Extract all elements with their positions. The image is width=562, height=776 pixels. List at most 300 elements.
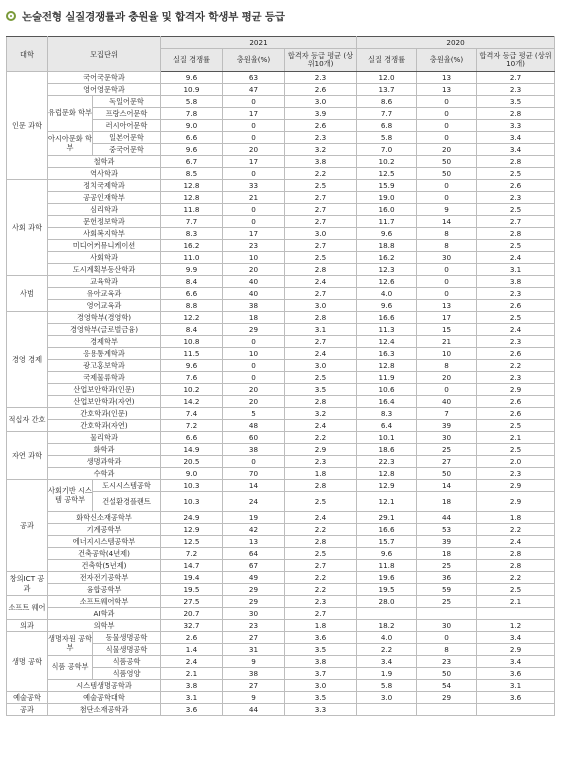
header-rate-2020: 실질 경쟁률 — [357, 49, 417, 72]
value-cell: 2.9 — [477, 384, 555, 396]
value-cell: 15.9 — [357, 180, 417, 192]
value-cell: 2.2 — [285, 168, 357, 180]
unit-name: 전자전기공학부 — [48, 572, 161, 584]
value-cell: 8.4 — [161, 324, 223, 336]
value-cell: 12.2 — [161, 312, 223, 324]
value-cell: 12.8 — [161, 180, 223, 192]
value-cell: 0 — [223, 132, 285, 144]
value-cell: 2.4 — [477, 252, 555, 264]
value-cell — [357, 704, 417, 716]
value-cell — [417, 704, 477, 716]
value-cell: 7.2 — [161, 548, 223, 560]
unit-name: 문헌정보학과 — [48, 216, 161, 228]
value-cell: 0 — [417, 192, 477, 204]
value-cell: 0 — [417, 632, 477, 644]
value-cell: 2.2 — [357, 644, 417, 656]
value-cell: 2.8 — [477, 156, 555, 168]
unit-name: 에너지시스템공학부 — [48, 536, 161, 548]
unit-name: 식품영양 — [93, 668, 161, 680]
unit-name: 도시계획부동산학과 — [48, 264, 161, 276]
value-cell: 14.7 — [161, 560, 223, 572]
value-cell: 2.7 — [477, 216, 555, 228]
group-label: 공과 — [7, 704, 48, 716]
value-cell: 2.8 — [477, 560, 555, 572]
subgroup-label: 아시아문화 학부 — [48, 132, 93, 156]
unit-name: 산업보안학과(자연) — [48, 396, 161, 408]
value-cell: 12.8 — [357, 360, 417, 372]
value-cell: 20 — [417, 144, 477, 156]
value-cell: 0 — [417, 180, 477, 192]
value-cell: 2.5 — [285, 492, 357, 512]
page-title: 논술전형 실질경쟁률과 충원율 및 합격자 학생부 평균 등급 — [22, 10, 285, 23]
value-cell: 15 — [417, 324, 477, 336]
value-cell: 18.8 — [357, 240, 417, 252]
value-cell: 3.4 — [477, 632, 555, 644]
header-fill-2020: 충원율(%) — [417, 49, 477, 72]
unit-name: 시스템생명공학과 — [48, 680, 161, 692]
value-cell: 11.7 — [357, 216, 417, 228]
unit-name: 경제학부 — [48, 336, 161, 348]
value-cell: 48 — [223, 420, 285, 432]
value-cell: 28.0 — [357, 596, 417, 608]
value-cell: 3.8 — [161, 680, 223, 692]
value-cell: 3.6 — [477, 692, 555, 704]
value-cell: 17 — [223, 156, 285, 168]
value-cell: 2.3 — [477, 192, 555, 204]
unit-name: 동물생명공학 — [93, 632, 161, 644]
value-cell: 7.7 — [161, 216, 223, 228]
value-cell: 3.0 — [285, 360, 357, 372]
value-cell: 2.7 — [285, 288, 357, 300]
value-cell: 29.1 — [357, 512, 417, 524]
value-cell: 3.0 — [285, 300, 357, 312]
value-cell: 3.9 — [285, 108, 357, 120]
value-cell: 2.7 — [477, 72, 555, 84]
value-cell: 16.2 — [357, 252, 417, 264]
value-cell: 27 — [417, 456, 477, 468]
value-cell: 2.5 — [477, 420, 555, 432]
circle-bullet-icon — [6, 11, 16, 21]
value-cell: 0 — [223, 456, 285, 468]
group-label: 예술공학 — [7, 692, 48, 704]
value-cell: 3.8 — [477, 276, 555, 288]
unit-name: AI학과 — [48, 608, 161, 620]
value-cell: 1.8 — [285, 468, 357, 480]
value-cell: 10.2 — [161, 384, 223, 396]
unit-name: 기계공학부 — [48, 524, 161, 536]
value-cell: 0 — [223, 336, 285, 348]
value-cell: 13 — [417, 300, 477, 312]
value-cell: 54 — [417, 680, 477, 692]
value-cell: 6.7 — [161, 156, 223, 168]
value-cell: 11.9 — [357, 372, 417, 384]
value-cell: 19.0 — [357, 192, 417, 204]
unit-name: 의학부 — [48, 620, 161, 632]
value-cell: 32.7 — [161, 620, 223, 632]
value-cell: 2.5 — [477, 444, 555, 456]
value-cell: 64 — [223, 548, 285, 560]
value-cell: 24 — [223, 492, 285, 512]
value-cell: 11.0 — [161, 252, 223, 264]
value-cell: 2.7 — [285, 240, 357, 252]
value-cell: 9.0 — [161, 120, 223, 132]
unit-name: 정치국제학과 — [48, 180, 161, 192]
header-year-2020: 2020 — [357, 37, 555, 49]
value-cell: 0 — [223, 372, 285, 384]
value-cell: 9 — [223, 692, 285, 704]
value-cell: 7.7 — [357, 108, 417, 120]
value-cell: 7 — [417, 408, 477, 420]
value-cell: 18 — [223, 312, 285, 324]
value-cell: 25 — [417, 596, 477, 608]
value-cell: 3.1 — [285, 324, 357, 336]
value-cell: 11.5 — [161, 348, 223, 360]
unit-name: 물리학과 — [48, 432, 161, 444]
value-cell: 2.8 — [285, 396, 357, 408]
value-cell: 2.7 — [285, 204, 357, 216]
value-cell: 2.4 — [477, 536, 555, 548]
value-cell: 2.6 — [285, 120, 357, 132]
value-cell: 36 — [417, 572, 477, 584]
value-cell: 20 — [417, 372, 477, 384]
value-cell: 2.5 — [477, 204, 555, 216]
value-cell: 2.0 — [477, 456, 555, 468]
value-cell: 20 — [223, 396, 285, 408]
value-cell: 10 — [223, 348, 285, 360]
value-cell: 44 — [417, 512, 477, 524]
value-cell: 17 — [223, 108, 285, 120]
value-cell: 27.5 — [161, 596, 223, 608]
value-cell: 13 — [417, 84, 477, 96]
value-cell: 6.6 — [161, 288, 223, 300]
value-cell: 3.4 — [477, 656, 555, 668]
value-cell: 42 — [223, 524, 285, 536]
value-cell: 11.3 — [357, 324, 417, 336]
value-cell: 23 — [223, 240, 285, 252]
value-cell: 2.5 — [285, 180, 357, 192]
value-cell: 2.2 — [285, 584, 357, 596]
value-cell: 7.4 — [161, 408, 223, 420]
value-cell: 8 — [417, 240, 477, 252]
value-cell: 10.6 — [357, 384, 417, 396]
unit-name: 응용통계학과 — [48, 348, 161, 360]
value-cell: 2.3 — [285, 72, 357, 84]
value-cell: 2.6 — [477, 348, 555, 360]
group-label: 인문 과학 — [7, 72, 48, 180]
value-cell: 27 — [223, 632, 285, 644]
value-cell: 2.3 — [477, 336, 555, 348]
value-cell: 12.4 — [357, 336, 417, 348]
admission-stats-table — [6, 36, 555, 716]
value-cell: 2.7 — [285, 192, 357, 204]
value-cell: 0 — [417, 264, 477, 276]
group-label: 사범 — [7, 276, 48, 312]
value-cell: 14.2 — [161, 396, 223, 408]
value-cell: 2.5 — [477, 240, 555, 252]
value-cell: 12.8 — [357, 468, 417, 480]
unit-name: 간호학과(인문) — [48, 408, 161, 420]
value-cell: 10.3 — [161, 492, 223, 512]
value-cell: 3.6 — [477, 668, 555, 680]
value-cell: 9.6 — [161, 360, 223, 372]
value-cell: 12.6 — [357, 276, 417, 288]
header-grade-2020: 합격자 등급 평균 (상위10개) — [477, 49, 555, 72]
value-cell: 10.1 — [357, 432, 417, 444]
value-cell: 60 — [223, 432, 285, 444]
value-cell: 7.8 — [161, 108, 223, 120]
group-label: 창의ICT 공과 — [7, 572, 48, 596]
unit-name: 공공인재학부 — [48, 192, 161, 204]
value-cell: 10.8 — [161, 336, 223, 348]
value-cell: 2.5 — [285, 372, 357, 384]
unit-name: 간호학과(자연) — [48, 420, 161, 432]
value-cell: 0 — [417, 384, 477, 396]
unit-name: 국제물류학과 — [48, 372, 161, 384]
value-cell: 2.7 — [285, 216, 357, 228]
value-cell: 19.6 — [357, 572, 417, 584]
subgroup-label: 사회기반 시스템 공학부 — [48, 480, 93, 512]
value-cell: 30 — [417, 620, 477, 632]
value-cell: 12.9 — [161, 524, 223, 536]
value-cell: 23 — [223, 620, 285, 632]
value-cell: 2.2 — [477, 572, 555, 584]
value-cell: 1.2 — [477, 620, 555, 632]
subgroup-label: 유럽문화 학부 — [48, 96, 93, 132]
value-cell: 22.3 — [357, 456, 417, 468]
value-cell: 14 — [223, 480, 285, 492]
value-cell: 8.5 — [161, 168, 223, 180]
value-cell: 1.9 — [357, 668, 417, 680]
value-cell: 20 — [223, 264, 285, 276]
value-cell: 2.1 — [477, 596, 555, 608]
value-cell: 3.0 — [357, 692, 417, 704]
group-label: 적십자 간호 — [7, 408, 48, 432]
value-cell: 23 — [417, 656, 477, 668]
value-cell: 3.0 — [285, 680, 357, 692]
value-cell: 2.4 — [477, 324, 555, 336]
value-cell — [477, 608, 555, 620]
value-cell: 70 — [223, 468, 285, 480]
value-cell: 59 — [417, 584, 477, 596]
value-cell: 19.4 — [161, 572, 223, 584]
value-cell: 3.5 — [285, 644, 357, 656]
value-cell: 3.6 — [161, 704, 223, 716]
value-cell: 12.5 — [161, 536, 223, 548]
value-cell: 50 — [417, 668, 477, 680]
value-cell: 16.0 — [357, 204, 417, 216]
value-cell: 14.9 — [161, 444, 223, 456]
value-cell: 2.6 — [477, 408, 555, 420]
group-label: 의과 — [7, 620, 48, 632]
value-cell: 8.3 — [357, 408, 417, 420]
unit-name: 국어국문학과 — [48, 72, 161, 84]
value-cell: 2.5 — [285, 548, 357, 560]
value-cell: 2.3 — [477, 372, 555, 384]
value-cell: 5.8 — [357, 680, 417, 692]
value-cell: 4.0 — [357, 288, 417, 300]
value-cell: 2.9 — [477, 492, 555, 512]
value-cell: 9.0 — [161, 468, 223, 480]
value-cell: 12.8 — [161, 192, 223, 204]
value-cell: 2.8 — [285, 264, 357, 276]
value-cell: 8.3 — [161, 228, 223, 240]
unit-name: 소프트웨어학부 — [48, 596, 161, 608]
unit-name: 독일어문학 — [93, 96, 161, 108]
value-cell: 30 — [417, 432, 477, 444]
value-cell: 0 — [223, 168, 285, 180]
unit-name: 건축공학(4년제) — [48, 548, 161, 560]
value-cell: 31 — [223, 644, 285, 656]
value-cell: 38 — [223, 444, 285, 456]
value-cell: 2.2 — [285, 572, 357, 584]
value-cell: 0 — [223, 360, 285, 372]
value-cell: 0 — [417, 288, 477, 300]
value-cell: 2.9 — [477, 480, 555, 492]
unit-name: 사회학과 — [48, 252, 161, 264]
value-cell: 3.4 — [477, 144, 555, 156]
value-cell: 2.7 — [285, 608, 357, 620]
value-cell: 9 — [223, 656, 285, 668]
value-cell: 2.3 — [477, 468, 555, 480]
value-cell: 2.2 — [285, 432, 357, 444]
value-cell: 3.3 — [285, 704, 357, 716]
value-cell: 30 — [223, 608, 285, 620]
value-cell: 0 — [223, 216, 285, 228]
header-year-2021: 2021 — [161, 37, 357, 49]
unit-name: 첨단소재공학과 — [48, 704, 161, 716]
group-label: 소프트 웨어 — [7, 596, 48, 620]
value-cell: 8.6 — [357, 96, 417, 108]
unit-name: 사회복지학부 — [48, 228, 161, 240]
value-cell: 10 — [417, 348, 477, 360]
value-cell: 40 — [223, 276, 285, 288]
value-cell: 2.2 — [285, 524, 357, 536]
value-cell: 3.5 — [477, 96, 555, 108]
value-cell: 3.3 — [477, 120, 555, 132]
value-cell: 16.2 — [161, 240, 223, 252]
unit-name: 중국어문학 — [93, 144, 161, 156]
unit-name: 화학과 — [48, 444, 161, 456]
value-cell: 19 — [223, 512, 285, 524]
value-cell: 47 — [223, 84, 285, 96]
value-cell: 27 — [223, 680, 285, 692]
unit-name: 건설환경플랜트 — [93, 492, 161, 512]
value-cell — [477, 704, 555, 716]
value-cell: 3.1 — [161, 692, 223, 704]
unit-name: 산업보안학과(인문) — [48, 384, 161, 396]
value-cell: 29 — [223, 324, 285, 336]
value-cell: 40 — [417, 396, 477, 408]
value-cell: 2.3 — [285, 132, 357, 144]
unit-name: 역사학과 — [48, 168, 161, 180]
value-cell: 6.4 — [357, 420, 417, 432]
value-cell: 5 — [223, 408, 285, 420]
value-cell: 14 — [417, 480, 477, 492]
unit-name: 영어영문학과 — [48, 84, 161, 96]
subgroup-label: 생명자원 공학부 — [48, 632, 93, 656]
value-cell: 2.3 — [285, 456, 357, 468]
value-cell: 53 — [417, 524, 477, 536]
value-cell: 15.7 — [357, 536, 417, 548]
unit-name: 유아교육과 — [48, 288, 161, 300]
value-cell: 2.1 — [477, 432, 555, 444]
header-rate-2021: 실질 경쟁률 — [161, 49, 223, 72]
unit-name: 예술공학대학 — [48, 692, 161, 704]
value-cell: 8 — [417, 228, 477, 240]
value-cell: 2.4 — [285, 420, 357, 432]
unit-name: 미디어커뮤니케이션 — [48, 240, 161, 252]
value-cell: 2.2 — [477, 360, 555, 372]
value-cell: 3.4 — [477, 132, 555, 144]
value-cell: 24.9 — [161, 512, 223, 524]
value-cell: 9.9 — [161, 264, 223, 276]
value-cell: 44 — [223, 704, 285, 716]
value-cell: 21 — [223, 192, 285, 204]
unit-name: 수학과 — [48, 468, 161, 480]
value-cell: 12.9 — [357, 480, 417, 492]
value-cell: 16.4 — [357, 396, 417, 408]
value-cell: 2.4 — [285, 348, 357, 360]
value-cell: 19.5 — [357, 584, 417, 596]
value-cell: 10.9 — [161, 84, 223, 96]
value-cell: 4.0 — [357, 632, 417, 644]
value-cell: 9.6 — [161, 144, 223, 156]
value-cell: 12.3 — [357, 264, 417, 276]
page-title-row — [6, 8, 285, 24]
unit-name: 생명과학과 — [48, 456, 161, 468]
value-cell: 0 — [417, 276, 477, 288]
value-cell: 2.6 — [477, 300, 555, 312]
group-label: 자연 과학 — [7, 432, 48, 480]
value-cell: 2.6 — [161, 632, 223, 644]
value-cell: 0 — [417, 132, 477, 144]
value-cell: 0 — [223, 204, 285, 216]
value-cell: 11.8 — [161, 204, 223, 216]
value-cell: 3.7 — [285, 668, 357, 680]
value-cell: 0 — [417, 108, 477, 120]
value-cell: 25 — [417, 560, 477, 572]
group-label: 경영 경제 — [7, 312, 48, 408]
value-cell: 6.8 — [357, 120, 417, 132]
value-cell: 16.3 — [357, 348, 417, 360]
value-cell: 2.5 — [285, 252, 357, 264]
value-cell: 30 — [417, 252, 477, 264]
value-cell: 1.8 — [477, 512, 555, 524]
group-label: 공과 — [7, 480, 48, 572]
value-cell: 9.6 — [357, 548, 417, 560]
value-cell: 3.1 — [477, 680, 555, 692]
value-cell: 2.2 — [477, 524, 555, 536]
value-cell: 1.8 — [285, 620, 357, 632]
value-cell: 2.8 — [285, 480, 357, 492]
value-cell: 12.5 — [357, 168, 417, 180]
value-cell: 5.8 — [357, 132, 417, 144]
unit-name: 러시아어문학 — [93, 120, 161, 132]
value-cell: 2.3 — [285, 596, 357, 608]
value-cell — [417, 608, 477, 620]
value-cell: 3.5 — [285, 692, 357, 704]
header-fill-2021: 충원율(%) — [223, 49, 285, 72]
value-cell: 7.0 — [357, 144, 417, 156]
value-cell: 49 — [223, 572, 285, 584]
value-cell: 39 — [417, 420, 477, 432]
value-cell: 2.5 — [477, 168, 555, 180]
value-cell: 25 — [417, 444, 477, 456]
value-cell: 11.8 — [357, 560, 417, 572]
value-cell: 13 — [223, 536, 285, 548]
value-cell: 12.1 — [357, 492, 417, 512]
value-cell: 2.6 — [477, 180, 555, 192]
